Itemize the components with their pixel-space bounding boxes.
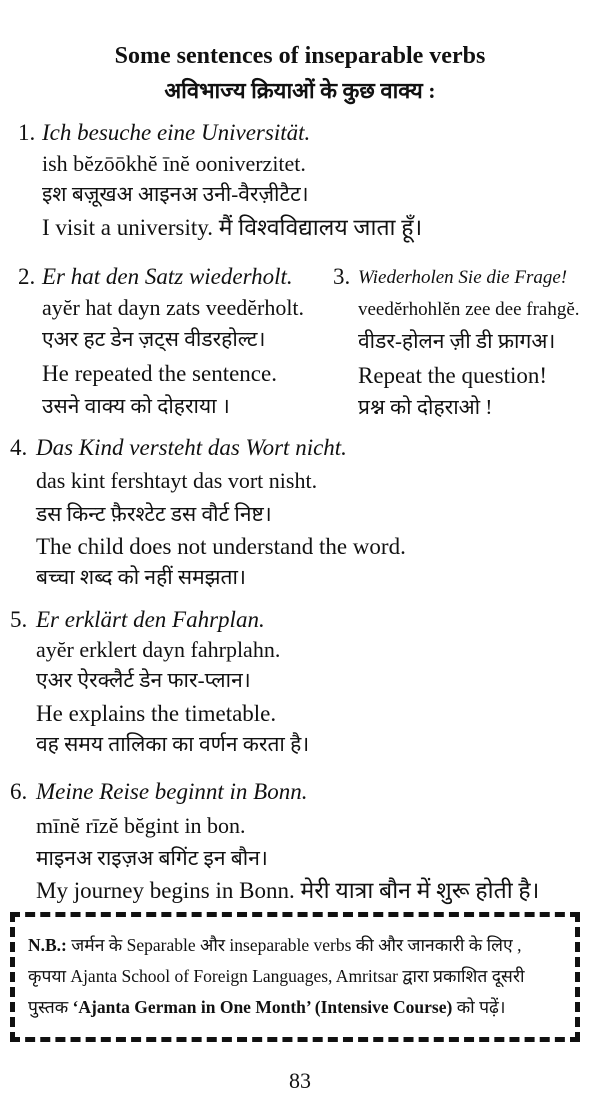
pronunciation: ish bĕzōōkhĕ īnĕ ooniverzitet.	[42, 151, 306, 176]
page-subtitle-hindi: अविभाज्य क्रियाओं के कुछ वाक्य :	[164, 78, 436, 103]
english-translation: The child does not understand the word.	[36, 534, 406, 559]
german-sentence: Das Kind versteht das Wort nicht.	[36, 435, 347, 460]
sentence-number: 4.	[10, 435, 28, 460]
english-translation: He explains the timetable.	[36, 701, 277, 726]
german-sentence: Ich besuche eine Universität.	[42, 120, 311, 145]
note-body: जर्मन के Separable और inseparable verbs की और जानकारी के लिए , कृपया Ajanta School of Foreign Languages, Amritsar द्वारा प्रकाशित दूसरी पुस्तक	[28, 935, 525, 1017]
pronunciation: veedĕrhohlĕn zee dee frahgĕ.	[358, 299, 580, 320]
hindi-transliteration: वीडर-होलन ज़ी डी फ्रागअ।	[358, 329, 556, 353]
hindi-transliteration: इश बज़ूखअ आइनअ उनी-वैरज़ीटैट।	[42, 182, 309, 206]
pronunciation: ayĕr erklert dayn fahrplahn.	[36, 637, 281, 662]
sentence-number: 5.	[10, 607, 28, 632]
german-sentence: Er hat den Satz wiederholt.	[42, 264, 293, 289]
hindi-transliteration: डस किन्ट फ़ैरश्टेट डस वौर्ट निष्ट।	[36, 502, 272, 526]
hindi-transliteration: एअर हट डेन ज़ट्स वीडरहोल्ट।	[42, 327, 266, 351]
pronunciation: das kint fershtayt das vort nisht.	[36, 468, 318, 493]
page-number: 83	[289, 1068, 311, 1093]
english-translation: Repeat the question!	[358, 363, 548, 388]
english-translation: He repeated the sentence.	[42, 361, 277, 386]
english-hindi-translation: My journey begins in Bonn. मेरी यात्रा बौन में शुरू होती है।	[36, 878, 540, 903]
hindi-translation: उसने वाक्य को दोहराया ।	[42, 394, 230, 418]
german-sentence: Meine Reise beginnt in Bonn.	[36, 779, 308, 804]
hindi-translation: प्रश्न को दोहराओ !	[358, 395, 493, 419]
english-hindi-translation: I visit a university. मैं विश्वविद्यालय जाता हूँ।	[42, 215, 423, 240]
sentence-number: 6.	[10, 779, 28, 804]
hindi-translation: बच्चा शब्द को नहीं समझता।	[36, 565, 246, 589]
german-sentence: Er erklärt den Fahrplan.	[36, 607, 265, 632]
page-title: Some sentences of inseparable verbs	[114, 43, 486, 69]
hindi-transliteration: एअर ऐरक्लैर्ट डेन फार-प्लान।	[36, 668, 251, 692]
pronunciation: mīnĕ rīzĕ bĕgint in bon.	[36, 813, 246, 838]
hindi-translation: वह समय तालिका का वर्णन करता है।	[36, 732, 310, 756]
sentence-number: 3.	[333, 264, 351, 289]
sentence-number: 2.	[18, 264, 36, 289]
german-sentence: Wiederholen Sie die Frage!	[358, 267, 568, 288]
pronunciation: ayĕr hat dayn zats veedĕrholt.	[42, 295, 305, 320]
note-label: N.B.:	[28, 935, 67, 955]
sentence-number: 1.	[18, 120, 36, 145]
hindi-transliteration: माइनअ राइज़अ बगिंट इन बौन।	[36, 846, 268, 870]
note-text	[28, 930, 562, 1023]
note-book-title: ‘Ajanta German in One Month’ (Intensive Course)	[72, 997, 453, 1017]
note-body-end: को पढ़ें।	[452, 997, 506, 1017]
